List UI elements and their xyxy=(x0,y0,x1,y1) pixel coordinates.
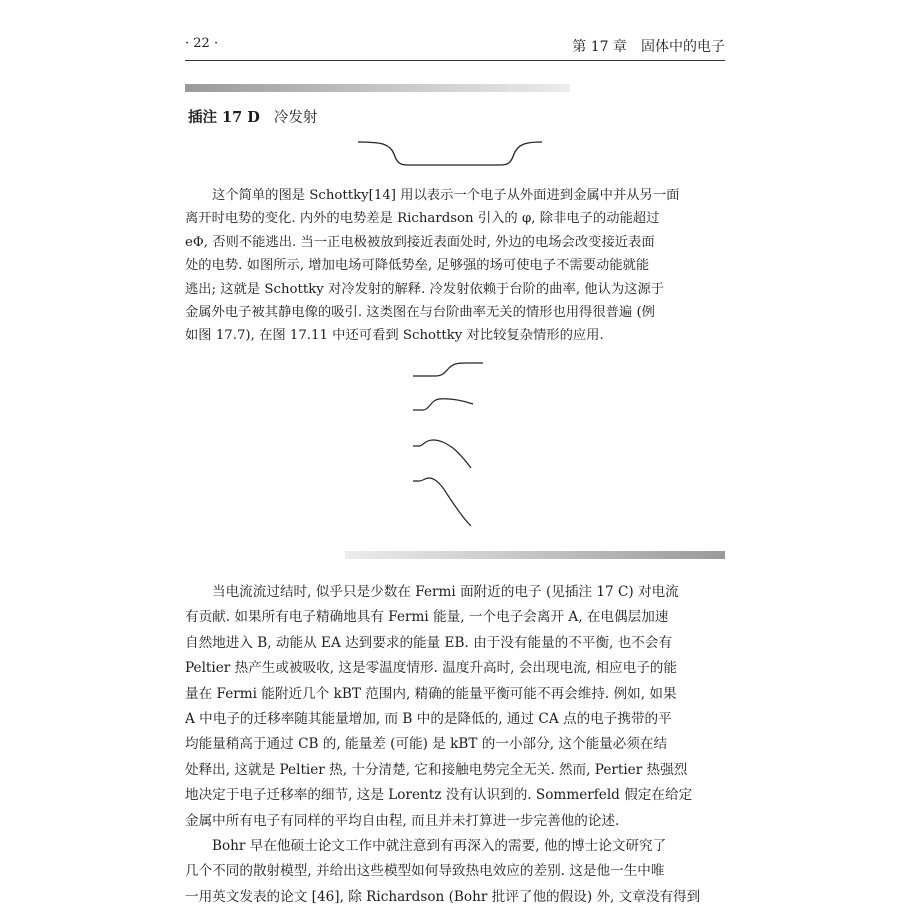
potential-well-diagram xyxy=(350,136,550,172)
schottky-step-diagrams xyxy=(405,360,525,535)
main-line: 当电流流过结时, 似乎只是少数在 Fermi 面附近的电子 (见插注 17 C) 对电流 xyxy=(212,584,679,600)
step-curve-4 xyxy=(413,478,471,526)
box-line: 如图 17.7), 在图 17.11 中还可看到 Schottky 对比较复杂情形的应用. xyxy=(185,328,604,344)
step-curve-2 xyxy=(413,399,473,410)
well-curve xyxy=(358,142,542,165)
box-line: 金属外电子被其静电像的吸引. 这类图在与台阶曲率无关的情形也用得很普遍 (例 xyxy=(185,304,655,320)
main-line: 金属中所有电子有同样的平均自由程, 而且并未打算进一步完善他的论述. xyxy=(185,812,620,829)
box-bottom-bar xyxy=(345,551,725,559)
box-title: 冷发射 xyxy=(273,110,318,126)
header-rule xyxy=(185,60,725,61)
main-line: 有贡献. 如果所有电子精确地具有 Fermi 能量, 一个电子会离开 A, 在电偶层加速 xyxy=(185,609,669,626)
main-line: 一用英文发表的论文 [46], 除 Richardson (Bohr 批评了他的假设) 外, 文章没有得到 xyxy=(185,888,701,905)
box-line: eΦ, 否则不能逃出. 当一正电极被放到接近表面处时, 外边的电场会改变接近表面 xyxy=(185,234,655,250)
main-line: 处释出, 这就是 Peltier 热, 十分清楚, 它和接触电势完全无关. 然而, Pertier 热强烈 xyxy=(185,761,688,778)
main-line: 几个不同的散射模型, 并给出这些模型如何导致热电效应的差别. 这是他一生中唯 xyxy=(185,863,665,880)
main-text xyxy=(185,580,730,910)
box-paragraph xyxy=(185,184,725,348)
running-header xyxy=(185,36,725,58)
main-line: 均能量稍高于通过 CB 的, 能量差 (可能) 是 kBT 的一小部分, 这个能量必须在结 xyxy=(185,736,668,753)
main-line: 自然地进入 B, 动能从 EA 达到要求的能量 EB. 由于没有能量的不平衡, 也不会有 xyxy=(185,634,673,651)
step-curve-1 xyxy=(413,363,483,376)
box-heading xyxy=(188,106,317,127)
box-line: 这个简单的图是 Schottky[14] 用以表示一个电子从外面进到金属中并从另一面 xyxy=(212,188,680,203)
chapter-title: 第 17 章 固体中的电子 xyxy=(572,39,725,55)
main-line: Bohr 早在他硕士论文工作中就注意到有再深入的需要, 他的博士论文研究了 xyxy=(212,837,667,854)
box-line: 处的电势. 如图所示, 增加电场可降低势垒, 足够强的场可使电子不需要动能就能 xyxy=(185,258,650,274)
main-line: 地决定于电子迁移率的细节, 这是 Lorentz 没有认识到的. Sommerfeld 假定在给定 xyxy=(185,787,693,804)
box-line: 逃出; 这就是 Schottky 对冷发射的解释. 冷发射依赖于台阶的曲率, 他认为这源于 xyxy=(185,281,665,297)
box-top-bar xyxy=(185,84,570,92)
main-line: Peltier 热产生或被吸收, 这是零温度情形. 温度升高时, 会出现电流, 相应电子的能 xyxy=(185,660,677,677)
box-line: 离开时电势的变化. 内外的电势差是 Richardson 引入的 φ, 除非电子的动能超过 xyxy=(185,211,660,227)
step-curve-3 xyxy=(413,440,471,468)
box-label: 插注 17 D xyxy=(188,109,260,126)
main-line: 量在 Fermi 能附近几个 kBT 范围内, 精确的能量平衡可能不再会维持. 例如, 如果 xyxy=(185,685,677,702)
main-line: A 中电子的迁移率随其能量增加, 而 B 中的是降低的, 通过 CA 点的电子携带的平 xyxy=(185,710,672,727)
page-number: · 22 · xyxy=(185,36,219,51)
